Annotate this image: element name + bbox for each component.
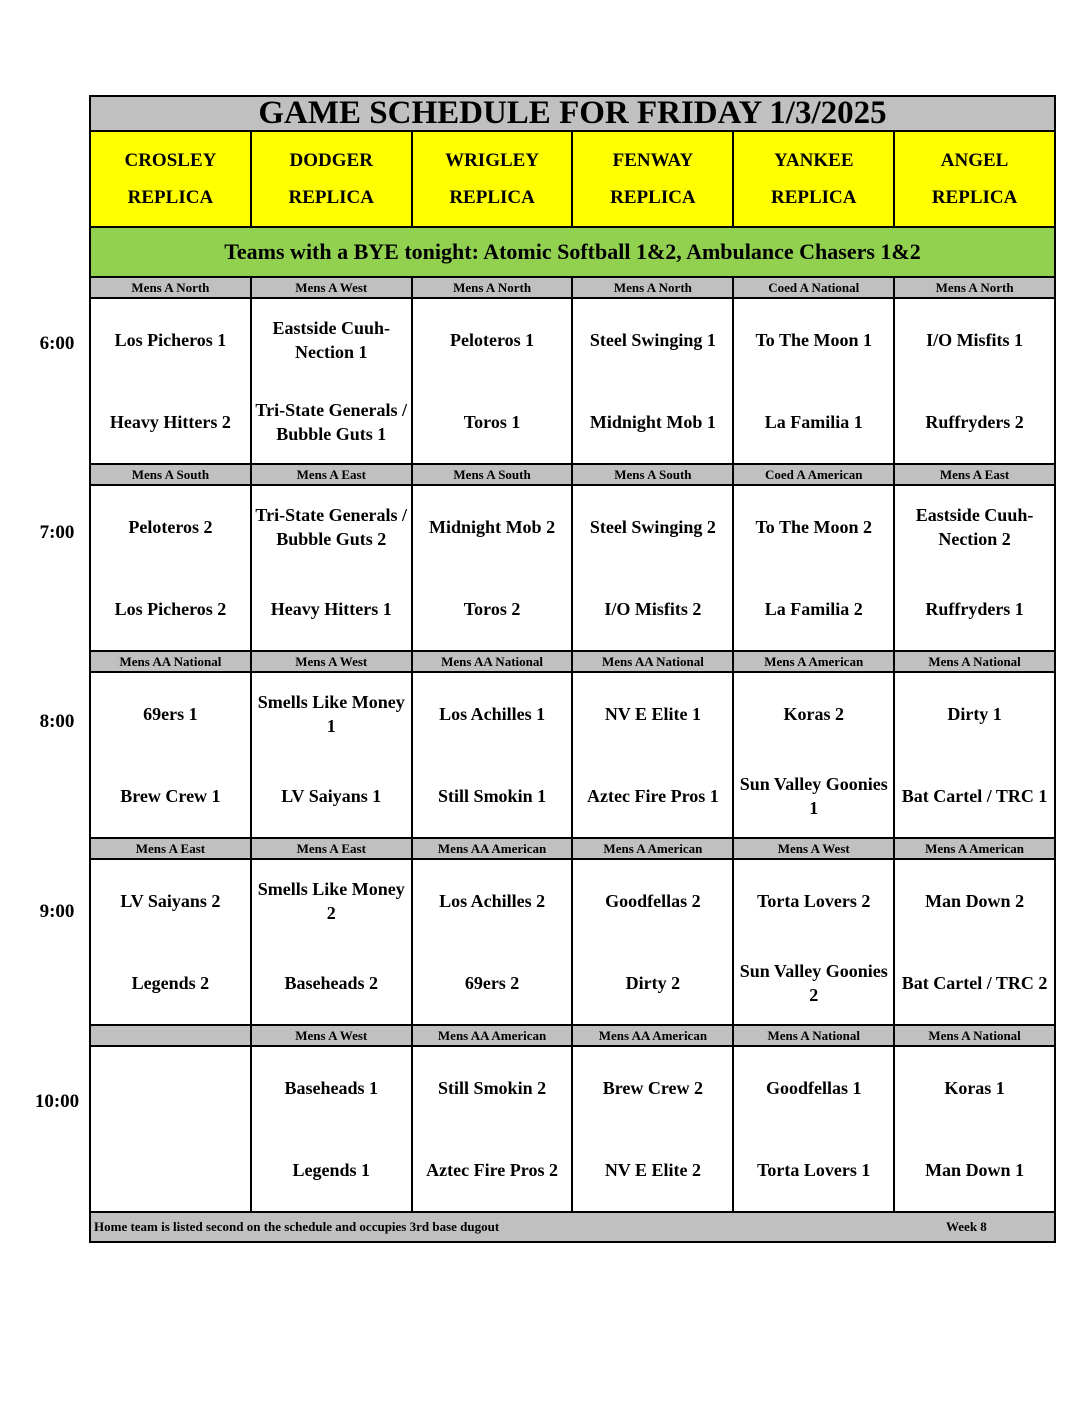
game-cell [251,1046,412,1212]
park-header [412,131,573,227]
week-label: Week 8 [946,1219,987,1234]
away-team: I/O Misfits 1 [926,330,1024,350]
game-cell [733,1046,894,1212]
away-team: Brew Crew 2 [602,1078,704,1098]
home-team: Brew Crew 1 [120,786,221,806]
division-label: Mens A American [572,838,733,859]
away-team: Still Smokin 2 [438,1078,547,1098]
game-row [90,672,1055,838]
game-cell [251,859,412,1025]
division-label: Mens A South [90,464,251,485]
game-cell [412,859,573,1025]
away-team: Smells Like Money 2 [257,879,405,923]
game-cell [572,672,733,838]
game-cell [90,485,251,651]
park-name: YANKEE [773,150,854,171]
home-team: Bat Cartel / TRC 1 [901,786,1048,806]
home-team: La Familia 2 [764,599,863,619]
away-team: Tri-State Generals / Bubble Guts 2 [255,505,408,549]
game-cell [90,298,251,464]
home-team: Ruffryders 2 [925,412,1024,432]
page-title: GAME SCHEDULE FOR FRIDAY 1/3/2025 [90,96,1055,131]
game-cell [894,1046,1055,1212]
footer-note: Home team is listed second on the schedule and occupies 3rd base dugout [94,1219,500,1234]
division-label: Mens AA American [412,1025,573,1046]
footer [90,1212,1055,1242]
game-cell [572,298,733,464]
game-cell [251,485,412,651]
schedule-table [89,95,1056,1243]
game-cell [412,1046,573,1212]
footer-row [90,1212,1055,1242]
away-team: Los Picheros 1 [114,330,227,350]
division-label: Mens A West [733,838,894,859]
game-cell [894,298,1055,464]
park-sub: REPLICA [770,187,857,208]
game-cell [572,859,733,1025]
park-name: CROSLEY [124,150,217,171]
division-label: Mens AA American [412,838,573,859]
division-label: Mens A West [251,277,412,298]
park-name: ANGEL [940,150,1009,171]
division-label: Mens AA National [90,651,251,672]
away-team: Man Down 2 [925,891,1025,911]
game-cell [894,859,1055,1025]
division-label: Mens A National [894,1025,1055,1046]
away-team: Peloteros 1 [450,330,535,350]
home-team: Man Down 1 [925,1160,1025,1180]
park-header [894,131,1055,227]
division-label: Mens AA National [412,651,573,672]
park-name: DODGER [289,150,373,171]
away-team: Goodfellas 2 [605,891,701,911]
division-label: Mens A American [733,651,894,672]
away-team: Los Achilles 2 [439,891,546,911]
home-team: Heavy Hitters 1 [270,599,392,619]
home-team: NV E Elite 2 [604,1160,701,1180]
division-label: Mens A North [894,277,1055,298]
division-label: Mens A East [90,838,251,859]
home-team: Legends 2 [131,973,210,993]
park-header [572,131,733,227]
game-cell [733,485,894,651]
away-team: Koras 1 [944,1078,1005,1098]
home-team: Dirty 2 [625,973,681,993]
home-team: LV Saiyans 1 [281,786,382,806]
home-team: Los Picheros 2 [114,599,227,619]
away-team: To The Moon 1 [755,330,872,350]
away-team: Peloteros 2 [128,517,213,537]
home-team: Sun Valley Goonies 2 [739,961,888,1005]
division-label: Mens A West [251,651,412,672]
away-team: Steel Swinging 1 [589,330,716,350]
away-team: Los Achilles 1 [439,704,546,724]
division-label [90,1025,251,1046]
division-label: Mens A South [572,464,733,485]
division-row [90,838,1055,859]
away-team: Koras 2 [783,704,844,724]
game-cell [733,298,894,464]
park-name: FENWAY [612,150,694,171]
division-row [90,1025,1055,1046]
home-team: Baseheads 2 [284,973,378,993]
game-cell [733,859,894,1025]
division-row [90,464,1055,485]
division-row [90,277,1055,298]
game-cell [894,672,1055,838]
away-team: LV Saiyans 2 [120,891,221,911]
time-label-7: 7:00 [39,522,75,543]
home-team: Bat Cartel / TRC 2 [901,973,1048,993]
park-sub: REPLICA [449,187,535,208]
home-team: Still Smokin 1 [438,786,547,806]
division-label: Mens A East [894,464,1055,485]
time-label-10: 10:00 [34,1091,80,1112]
park-header [251,131,412,227]
park-header [733,131,894,227]
division-label: Mens A West [251,1025,412,1046]
title-row [90,96,1055,131]
game-cell [572,1046,733,1212]
park-name: WRIGLEY [445,150,540,171]
park-header-row [90,131,1055,227]
division-label: Mens A South [412,464,573,485]
home-team: Tri-State Generals / Bubble Guts 1 [255,400,408,444]
game-cell [572,485,733,651]
away-team: Torta Lovers 2 [757,891,871,911]
division-label: Mens A North [572,277,733,298]
game-cell [894,485,1055,651]
home-team: Toros 2 [463,599,521,619]
game-cell [251,672,412,838]
park-sub: REPLICA [931,187,1018,208]
division-label: Mens A North [412,277,573,298]
home-team: La Familia 1 [764,412,863,432]
away-team: Goodfellas 1 [765,1078,862,1098]
game-row [90,485,1055,651]
park-header [90,131,251,227]
game-row [90,1046,1055,1212]
division-label: Mens A North [90,277,251,298]
away-team: Eastside Cuuh-Nection 1 [272,318,391,362]
away-team: Midnight Mob 2 [429,517,556,537]
away-team: Smells Like Money 1 [257,692,405,736]
game-cell [733,672,894,838]
home-team: Legends 1 [292,1160,370,1180]
time-label-8: 8:00 [39,711,75,732]
away-team: 69ers 1 [143,704,198,724]
away-team: To The Moon 2 [755,517,872,537]
home-team: Ruffryders 1 [925,599,1024,619]
park-sub: REPLICA [127,187,214,208]
time-label-6: 6:00 [39,333,75,354]
home-team [91,1129,250,1211]
home-team: 69ers 2 [464,973,520,993]
division-label: Mens AA American [572,1025,733,1046]
division-label: Mens AA National [572,651,733,672]
home-team: Midnight Mob 1 [589,412,716,432]
game-cell [90,672,251,838]
game-cell [412,298,573,464]
away-team: Baseheads 1 [284,1078,378,1098]
bye-notice: Teams with a BYE tonight: Atomic Softball 1&2, Ambulance Chasers 1&2 [90,227,1055,277]
game-cell [412,672,573,838]
division-label: Mens A East [251,838,412,859]
away-team: Steel Swinging 2 [589,517,716,537]
game-row [90,859,1055,1025]
game-cell [251,298,412,464]
game-cell [90,859,251,1025]
home-team: Aztec Fire Pros 1 [587,786,719,806]
game-cell [90,1046,251,1212]
home-team: Toros 1 [463,412,521,432]
away-team: Eastside Cuuh-Nection 2 [915,505,1034,549]
division-label: Coed A American [733,464,894,485]
away-team: NV E Elite 1 [604,704,701,724]
division-row [90,651,1055,672]
game-cell [412,485,573,651]
park-sub: REPLICA [288,187,374,208]
away-team [91,1047,250,1129]
division-label: Mens A American [894,838,1055,859]
home-team: I/O Misfits 2 [604,599,702,619]
division-label: Coed A National [733,277,894,298]
division-label: Mens A East [251,464,412,485]
division-label: Mens A National [733,1025,894,1046]
time-label-9: 9:00 [39,901,75,922]
park-sub: REPLICA [610,187,696,208]
game-row [90,298,1055,464]
bye-row [90,227,1055,277]
home-team: Torta Lovers 1 [757,1160,871,1180]
division-label: Mens A National [894,651,1055,672]
away-team: Dirty 1 [947,704,1002,724]
home-team: Aztec Fire Pros 2 [426,1160,558,1180]
home-team: Heavy Hitters 2 [109,412,231,432]
home-team: Sun Valley Goonies 1 [739,774,888,818]
